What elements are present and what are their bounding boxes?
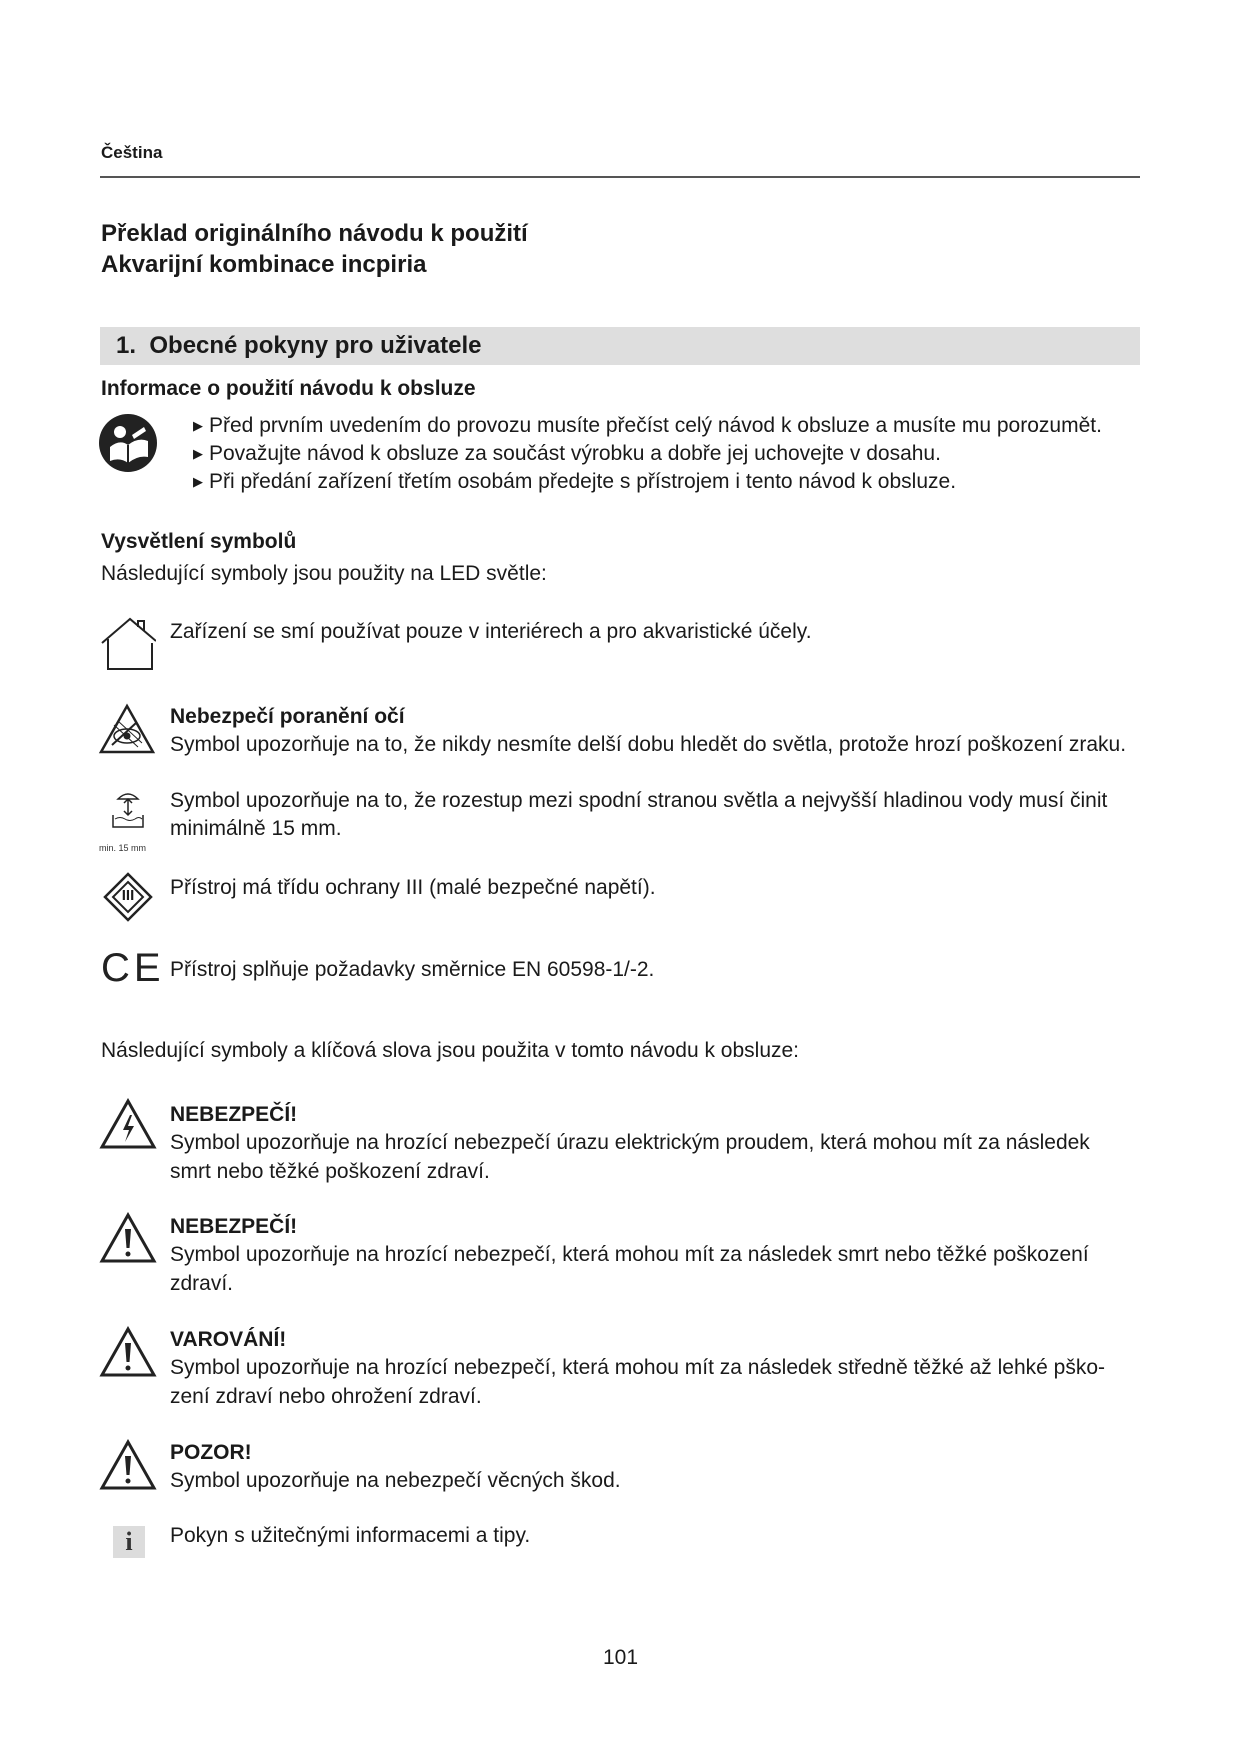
- info-icon: [113, 1526, 145, 1558]
- class3-text: Přístroj má třídu ochrany III (malé bezpečné napětí).: [170, 876, 656, 899]
- indoor-text: Zařízení se smí používat pouze v interiérech a pro akvaristické účely.: [170, 620, 812, 643]
- info-icon-label: i: [125, 1527, 133, 1556]
- warning-label: VAROVÁNÍ!: [170, 1328, 287, 1351]
- warning-text-line2: zdraví.: [170, 1272, 234, 1295]
- symbols-intro2: Následující symboly a klíčová slova jsou použita v tomto návodu k obsluze:: [101, 1039, 800, 1062]
- warning-label: POZOR!: [170, 1441, 252, 1464]
- min-distance-icon-label: min. 15 mm: [99, 843, 147, 853]
- page-number: 101: [602, 1646, 639, 1669]
- distance-text-line2: minimálně 15 mm.: [170, 817, 342, 840]
- ce-text: Přístroj splňuje požadavky směrnice EN 60598-1/-2.: [170, 958, 655, 981]
- warning-text-line1: Symbol upozorňuje na hrozící nebezpečí, která mohou mít za následek smrt nebo těžké poškození: [170, 1243, 1089, 1266]
- usage-bullet: ▶ Při předání zařízení třetím osobám předejte s přístrojem i tento návod k obsluze.: [193, 470, 957, 493]
- symbols-heading: Vysvětlení symbolů: [101, 530, 297, 553]
- info-tip-text: Pokyn s užitečnými informacemi a tipy.: [170, 1524, 531, 1547]
- language-label: Čeština: [101, 143, 163, 162]
- warning-triangle-icon: [99, 1212, 157, 1264]
- section-number: 1.: [116, 332, 137, 359]
- eye-hazard-text: Symbol upozorňuje na to, že nikdy nesmíte delší dobu hledět do světla, protože hrozí poškození zraku.: [170, 733, 1127, 756]
- eye-hazard-title: Nebezpečí poranění očí: [170, 705, 405, 728]
- protection-class-iii-icon-label: III: [121, 887, 135, 904]
- warning-label: NEBEZPEČÍ!: [170, 1215, 298, 1238]
- warning-text-line1: Symbol upozorňuje na nebezpečí věcných škod.: [170, 1469, 621, 1492]
- section-title: [116, 332, 481, 360]
- warning-triangle-icon: [99, 1326, 157, 1378]
- usage-heading: Informace o použití návodu k obsluze: [101, 377, 476, 400]
- warning-label: NEBEZPEČÍ!: [170, 1103, 298, 1126]
- warning-text-line2: zení zdraví nebo ohrožení zdraví.: [170, 1385, 482, 1408]
- doc-title: Překlad originálního návodu k použití: [101, 220, 528, 247]
- warning-text-line1: Symbol upozorňuje na hrozící nebezpečí úrazu elektrickým proudem, která mohou mít za následek: [170, 1131, 1090, 1154]
- header-rule: [100, 176, 1140, 178]
- protection-class-iii-icon: [103, 872, 153, 922]
- usage-bullet: ▶ Před prvním uvedením do provozu musíte přečíst celý návod k obsluze a musíte mu porozumět.: [193, 414, 1102, 437]
- indoor-use-icon: [98, 615, 156, 671]
- caution-triangle-icon: [99, 1439, 157, 1491]
- distance-text-line1: Symbol upozorňuje na to, že rozestup mezi spodní stranou světla a nejvyšší hladinou vody musí činit: [170, 789, 1108, 812]
- min-distance-icon: [100, 787, 154, 845]
- usage-bullet: ▶ Považujte návod k obsluze za součást výrobku a dobře jej uchovejte v dosahu.: [193, 442, 941, 465]
- warning-text-line1: Symbol upozorňuje na hrozící nebezpečí, která mohou mít za následek středně těžké až lehké pško-: [170, 1356, 1106, 1379]
- symbols-intro: Následující symboly jsou použity na LED světle:: [101, 562, 547, 585]
- doc-subtitle: Akvarijní kombinace incpiria: [101, 251, 427, 278]
- ce-mark-icon: CE: [101, 946, 165, 990]
- read-manual-icon: [98, 413, 158, 473]
- section-title-text: Obecné pokyny pro uživatele: [149, 332, 482, 359]
- electric-hazard-icon: [99, 1098, 157, 1150]
- warning-text-line2: smrt nebo těžké poškození zdraví.: [170, 1160, 490, 1183]
- eye-hazard-icon: [98, 703, 156, 755]
